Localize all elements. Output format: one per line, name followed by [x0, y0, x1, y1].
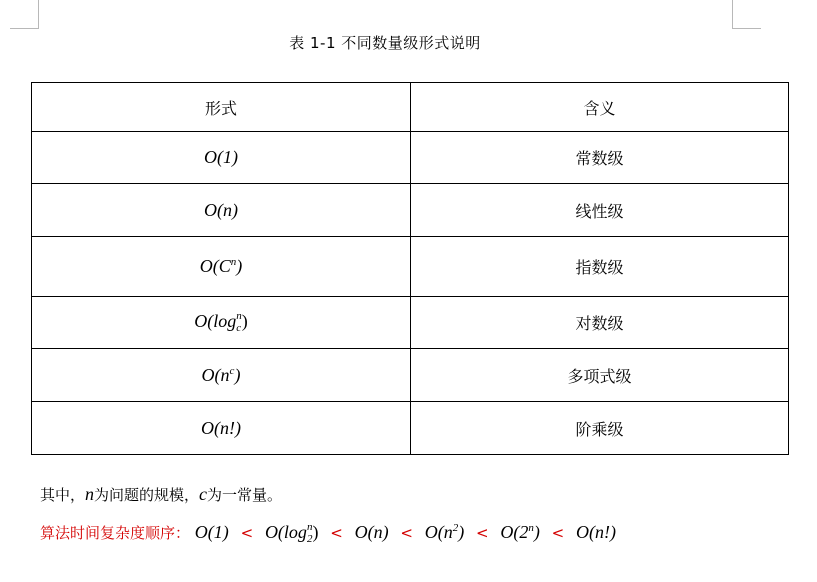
- table-row: [32, 237, 789, 297]
- page-corner-mark-left: [10, 0, 39, 29]
- form-cell: [32, 132, 411, 184]
- formula-base: O(n: [201, 364, 230, 385]
- table-row: [32, 349, 789, 402]
- table-row: [32, 132, 789, 184]
- header-form: 形式: [32, 83, 411, 132]
- header-meaning: 含义: [411, 83, 789, 132]
- meaning-cell: 阶乘级: [411, 402, 789, 455]
- order-item: [500, 522, 540, 542]
- note-var-n: n: [85, 484, 95, 504]
- note-lead: 其中，: [40, 486, 86, 504]
- form-cell: [32, 402, 411, 455]
- order-item: O(n): [354, 522, 389, 542]
- formula-base: O(2: [500, 522, 529, 542]
- complexity-table: [31, 82, 789, 455]
- less-than-sign: <: [551, 524, 565, 542]
- order-item: [264, 521, 319, 546]
- order-item: O(n!): [576, 522, 616, 542]
- order-label: 算法时间复杂度顺序：: [40, 524, 191, 542]
- less-than-sign: <: [330, 524, 343, 542]
- formula-base: O(C: [199, 256, 231, 276]
- note-tail: 为一常量。: [207, 486, 283, 504]
- formula-close: ): [236, 256, 243, 276]
- table-header-row: [32, 83, 789, 132]
- note-mid: 为问题的规模，: [94, 486, 200, 504]
- formula-subscript: c: [236, 322, 242, 335]
- meaning-cell: 常数级: [411, 132, 789, 184]
- meaning-cell: 对数级: [411, 297, 789, 349]
- meaning-cell: 线性级: [411, 184, 789, 237]
- note-paragraph: [40, 484, 282, 505]
- formula-close: ): [533, 522, 540, 542]
- formula-close: ): [458, 522, 465, 542]
- formula-subscript: 2: [306, 533, 313, 546]
- note-var-c: c: [199, 484, 208, 504]
- form-cell: [32, 184, 411, 237]
- table-caption: 表 1-1 不同数量级形式说明: [289, 34, 481, 52]
- formula: O(n): [204, 199, 238, 220]
- form-cell: [32, 349, 411, 402]
- formula-superscript: n: [306, 521, 313, 534]
- meaning-cell: 指数级: [411, 237, 789, 297]
- less-than-sign: <: [400, 524, 413, 542]
- formula-close: ): [234, 364, 241, 385]
- formula-superscript: c: [229, 364, 235, 377]
- formula-close: ): [312, 522, 319, 542]
- form-cell: [32, 297, 411, 349]
- page-corner-mark-right: [732, 0, 761, 29]
- less-than-sign: <: [240, 524, 254, 542]
- formula: [200, 256, 243, 276]
- order-item: [425, 522, 465, 542]
- formula-superscript: n: [230, 256, 237, 268]
- formula-base: O(log: [194, 310, 237, 331]
- formula: [202, 365, 241, 385]
- formula: O(1): [204, 147, 238, 167]
- formula-base: O(log: [264, 522, 307, 542]
- formula-close: ): [241, 310, 248, 331]
- formula-base: O(n: [424, 522, 453, 542]
- formula-superscript: n: [528, 522, 534, 534]
- table-row: [32, 297, 789, 349]
- formula: O(n!): [201, 417, 241, 438]
- table-row: [32, 184, 789, 237]
- form-cell: [32, 237, 411, 297]
- meaning-cell: 多项式级: [411, 349, 789, 402]
- table-row: [32, 402, 789, 455]
- order-item: O(1): [194, 522, 229, 542]
- less-than-sign: <: [476, 524, 489, 542]
- formula-superscript: 2: [452, 522, 459, 534]
- formula: [194, 310, 248, 335]
- complexity-order-line: [40, 522, 616, 545]
- formula-superscript: n: [236, 310, 242, 323]
